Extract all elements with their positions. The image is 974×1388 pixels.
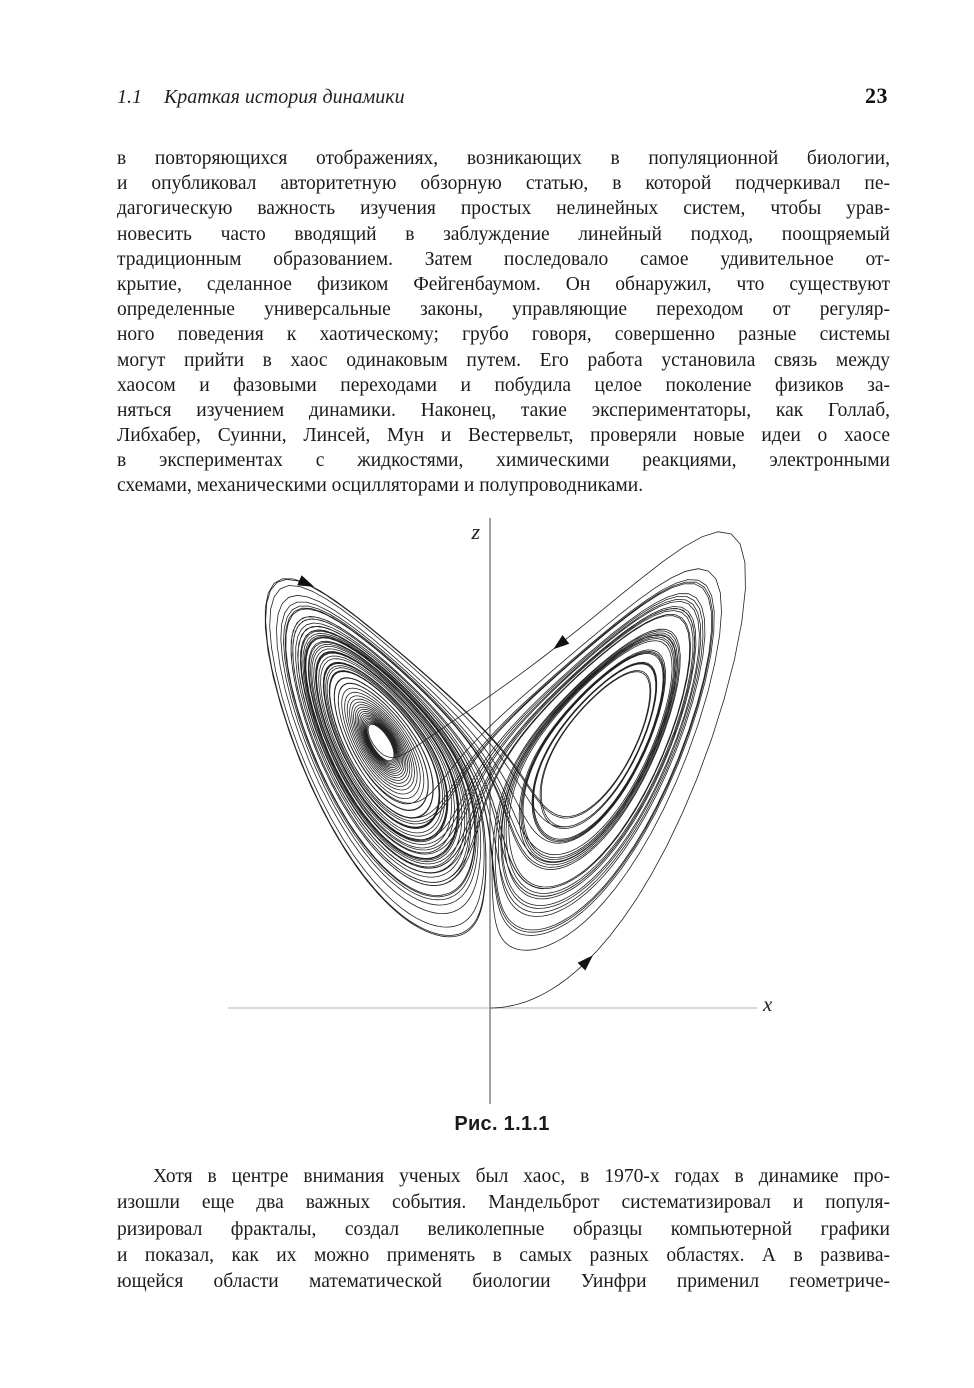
text-line: няться изучением динамики. Наконец, такие экспериментаторы, как Голлаб, xyxy=(117,399,890,421)
text-line: ного поведения к хаотическому; грубо говоря, совершенно разные системы xyxy=(117,324,890,346)
text-line: в экспериментах с жидкостями, химическими реакциями, электронными xyxy=(117,450,890,472)
text-line: новесить часто вводящий в заблуждение линейный подход, поощряемый xyxy=(117,223,890,245)
text-line: схемами, механическими осцилляторами и полупроводниками. xyxy=(117,475,644,497)
text-line: в повторяющихся отображениях, возникающих в популяционной биологии, xyxy=(117,148,890,169)
arrow-head xyxy=(297,575,314,587)
arrow-head xyxy=(553,635,569,649)
text-line: и показал, как их можно применять в самых разных областях. А в развива- xyxy=(117,1244,890,1266)
lorenz-attractor-figure xyxy=(150,505,850,1117)
text-line: изошли еще два важных события. Мандельброт систематизировал и популя- xyxy=(117,1192,890,1214)
section-number: 1.1 xyxy=(117,86,142,108)
text-line: Хотя в центре внимания ученых был хаос, в 1970-х годах в динамике про- xyxy=(153,1166,890,1187)
page-number: 23 xyxy=(865,83,888,108)
text-line: Либхабер, Суинни, Линсей, Мун и Вестервельт, проверяли новые идеи о хаосе xyxy=(117,425,890,447)
paragraph-top xyxy=(117,146,890,499)
z-axis-label: z xyxy=(471,519,480,544)
text-line: ющейся области математической биологии Уинфри применил геометриче- xyxy=(117,1271,890,1293)
text-line: традиционным образованием. Затем последовало самое удивительное от- xyxy=(117,248,890,270)
paragraph-bottom xyxy=(117,1164,890,1295)
attractor-trajectory xyxy=(265,532,745,1008)
text-line: дагогическую важность изучения простых нелинейных систем, чтобы урав- xyxy=(117,198,890,220)
figure-caption: Рис. 1.1.1 xyxy=(454,1113,550,1135)
text-line: определенные универсальные законы, управляющие переходом от регуляр- xyxy=(117,299,890,321)
running-head xyxy=(117,83,888,116)
text-line: хаосом и фазовыми переходами и побудила целое поколение физиков за- xyxy=(117,374,890,396)
x-axis-label: x xyxy=(763,992,773,1016)
text-line: крытие, сделанное физиком Фейгенбаумом. Он обнаружил, что существуют xyxy=(117,273,890,295)
section-title: Краткая история динамики xyxy=(164,86,405,108)
text-line: могут прийти в хаос одинаковым путем. Его работа установила связь между xyxy=(117,349,890,371)
text-line: ризировал фракталы, создал великолепные образцы компьютерной графики xyxy=(117,1218,890,1240)
text-line: и опубликовал авторитетную обзорную статью, в которой подчеркивал пе- xyxy=(117,173,890,195)
